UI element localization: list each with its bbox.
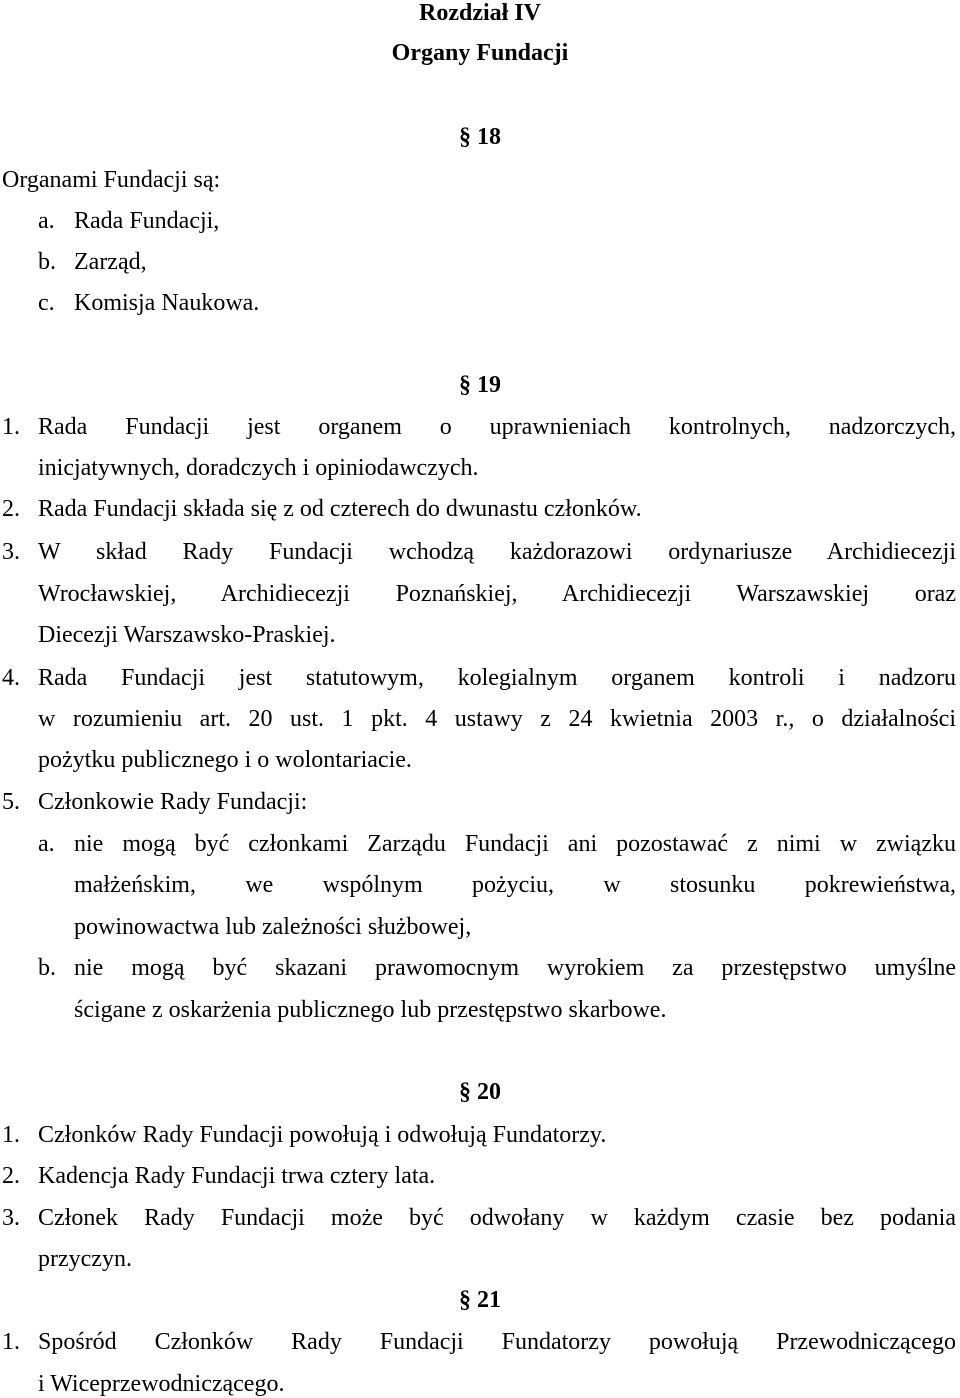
paragraph-line: Spośród Członków Rady Fundacji Fundatorzy powołują Przewodniczącego xyxy=(38,1329,956,1355)
paragraph-line: Diecezji Warszawsko-Praskiej. xyxy=(38,622,336,648)
section-19-heading: § 19 xyxy=(459,372,501,398)
subitem-line: nie mogą być skazani prawomocnym wyrokiem za przestępstwo umyślne xyxy=(74,955,956,981)
paragraph-marker: 2. xyxy=(2,496,20,522)
paragraph-line: Kadencja Rady Fundacji trwa cztery lata. xyxy=(38,1163,436,1189)
paragraph-line: Rada Fundacji jest organem o uprawnieniach kontrolnych, nadzorczych, xyxy=(38,414,956,440)
subitem-line: małżeńskim, we wspólnym pożyciu, w stosunku pokrewieństwa, xyxy=(74,872,956,898)
paragraph-marker: 3. xyxy=(2,1205,20,1231)
chapter-subtitle: Organy Fundacji xyxy=(391,40,569,66)
paragraph-marker: 1. xyxy=(2,1122,20,1148)
list-item-rada: Rada Fundacji, xyxy=(74,208,220,234)
subitem-line: nie mogą być członkami Zarządu Fundacji ani pozostawać z nimi w związku xyxy=(74,831,956,857)
list-marker: a. xyxy=(38,208,55,234)
paragraph-marker: 1. xyxy=(2,1329,20,1355)
subitem-line: powinowactwa lub zależności służbowej, xyxy=(74,914,472,940)
paragraph-line: Rada Fundacji jest statutowym, kolegialnym organem kontroli i nadzoru xyxy=(38,665,956,691)
list-item-zarzad: Zarząd, xyxy=(74,249,147,275)
paragraph-marker: 3. xyxy=(2,539,20,565)
paragraph-line: Rada Fundacji składa się z od czterech do dwunastu członków. xyxy=(38,496,642,522)
paragraph-line: i Wiceprzewodniczącego. xyxy=(38,1371,285,1397)
paragraph-line: Członkowie Rady Fundacji: xyxy=(38,789,308,815)
section-21-heading: § 21 xyxy=(459,1287,501,1313)
paragraph-line: Wrocławskiej, Archidiecezji Poznańskiej, Archidiecezji Warszawskiej oraz xyxy=(38,581,956,607)
list-marker: c. xyxy=(38,290,55,316)
subitem-marker: b. xyxy=(38,955,56,981)
subitem-line: ścigane z oskarżenia publicznego lub przestępstwo skarbowe. xyxy=(74,997,667,1023)
list-marker: b. xyxy=(38,249,56,275)
section-18-intro: Organami Fundacji są: xyxy=(2,167,221,193)
paragraph-line: inicjatywnych, doradczych i opiniodawczych. xyxy=(38,455,479,481)
paragraph-line: W skład Rady Fundacji wchodzą każdorazowi ordynariusze Archidiecezji xyxy=(38,539,956,565)
paragraph-line: Członków Rady Fundacji powołują i odwołują Fundatorzy. xyxy=(38,1122,607,1148)
paragraph-line: w rozumieniu art. 20 ust. 1 pkt. 4 ustawy z 24 kwietnia 2003 r., o działalności xyxy=(38,706,956,732)
paragraph-marker: 5. xyxy=(2,789,20,815)
paragraph-marker: 4. xyxy=(2,665,20,691)
paragraph-line: pożytku publicznego i o wolontariacie. xyxy=(38,747,412,773)
list-item-komisja: Komisja Naukowa. xyxy=(74,290,260,316)
paragraph-line: Członek Rady Fundacji może być odwołany w każdym czasie bez podania xyxy=(38,1205,956,1231)
paragraph-marker: 2. xyxy=(2,1163,20,1189)
section-20-heading: § 20 xyxy=(459,1079,501,1105)
subitem-marker: a. xyxy=(38,831,55,857)
paragraph-marker: 1. xyxy=(2,414,20,440)
section-18-heading: § 18 xyxy=(459,124,501,150)
paragraph-line: przyczyn. xyxy=(38,1246,132,1272)
chapter-title: Rozdział IV xyxy=(419,0,541,26)
